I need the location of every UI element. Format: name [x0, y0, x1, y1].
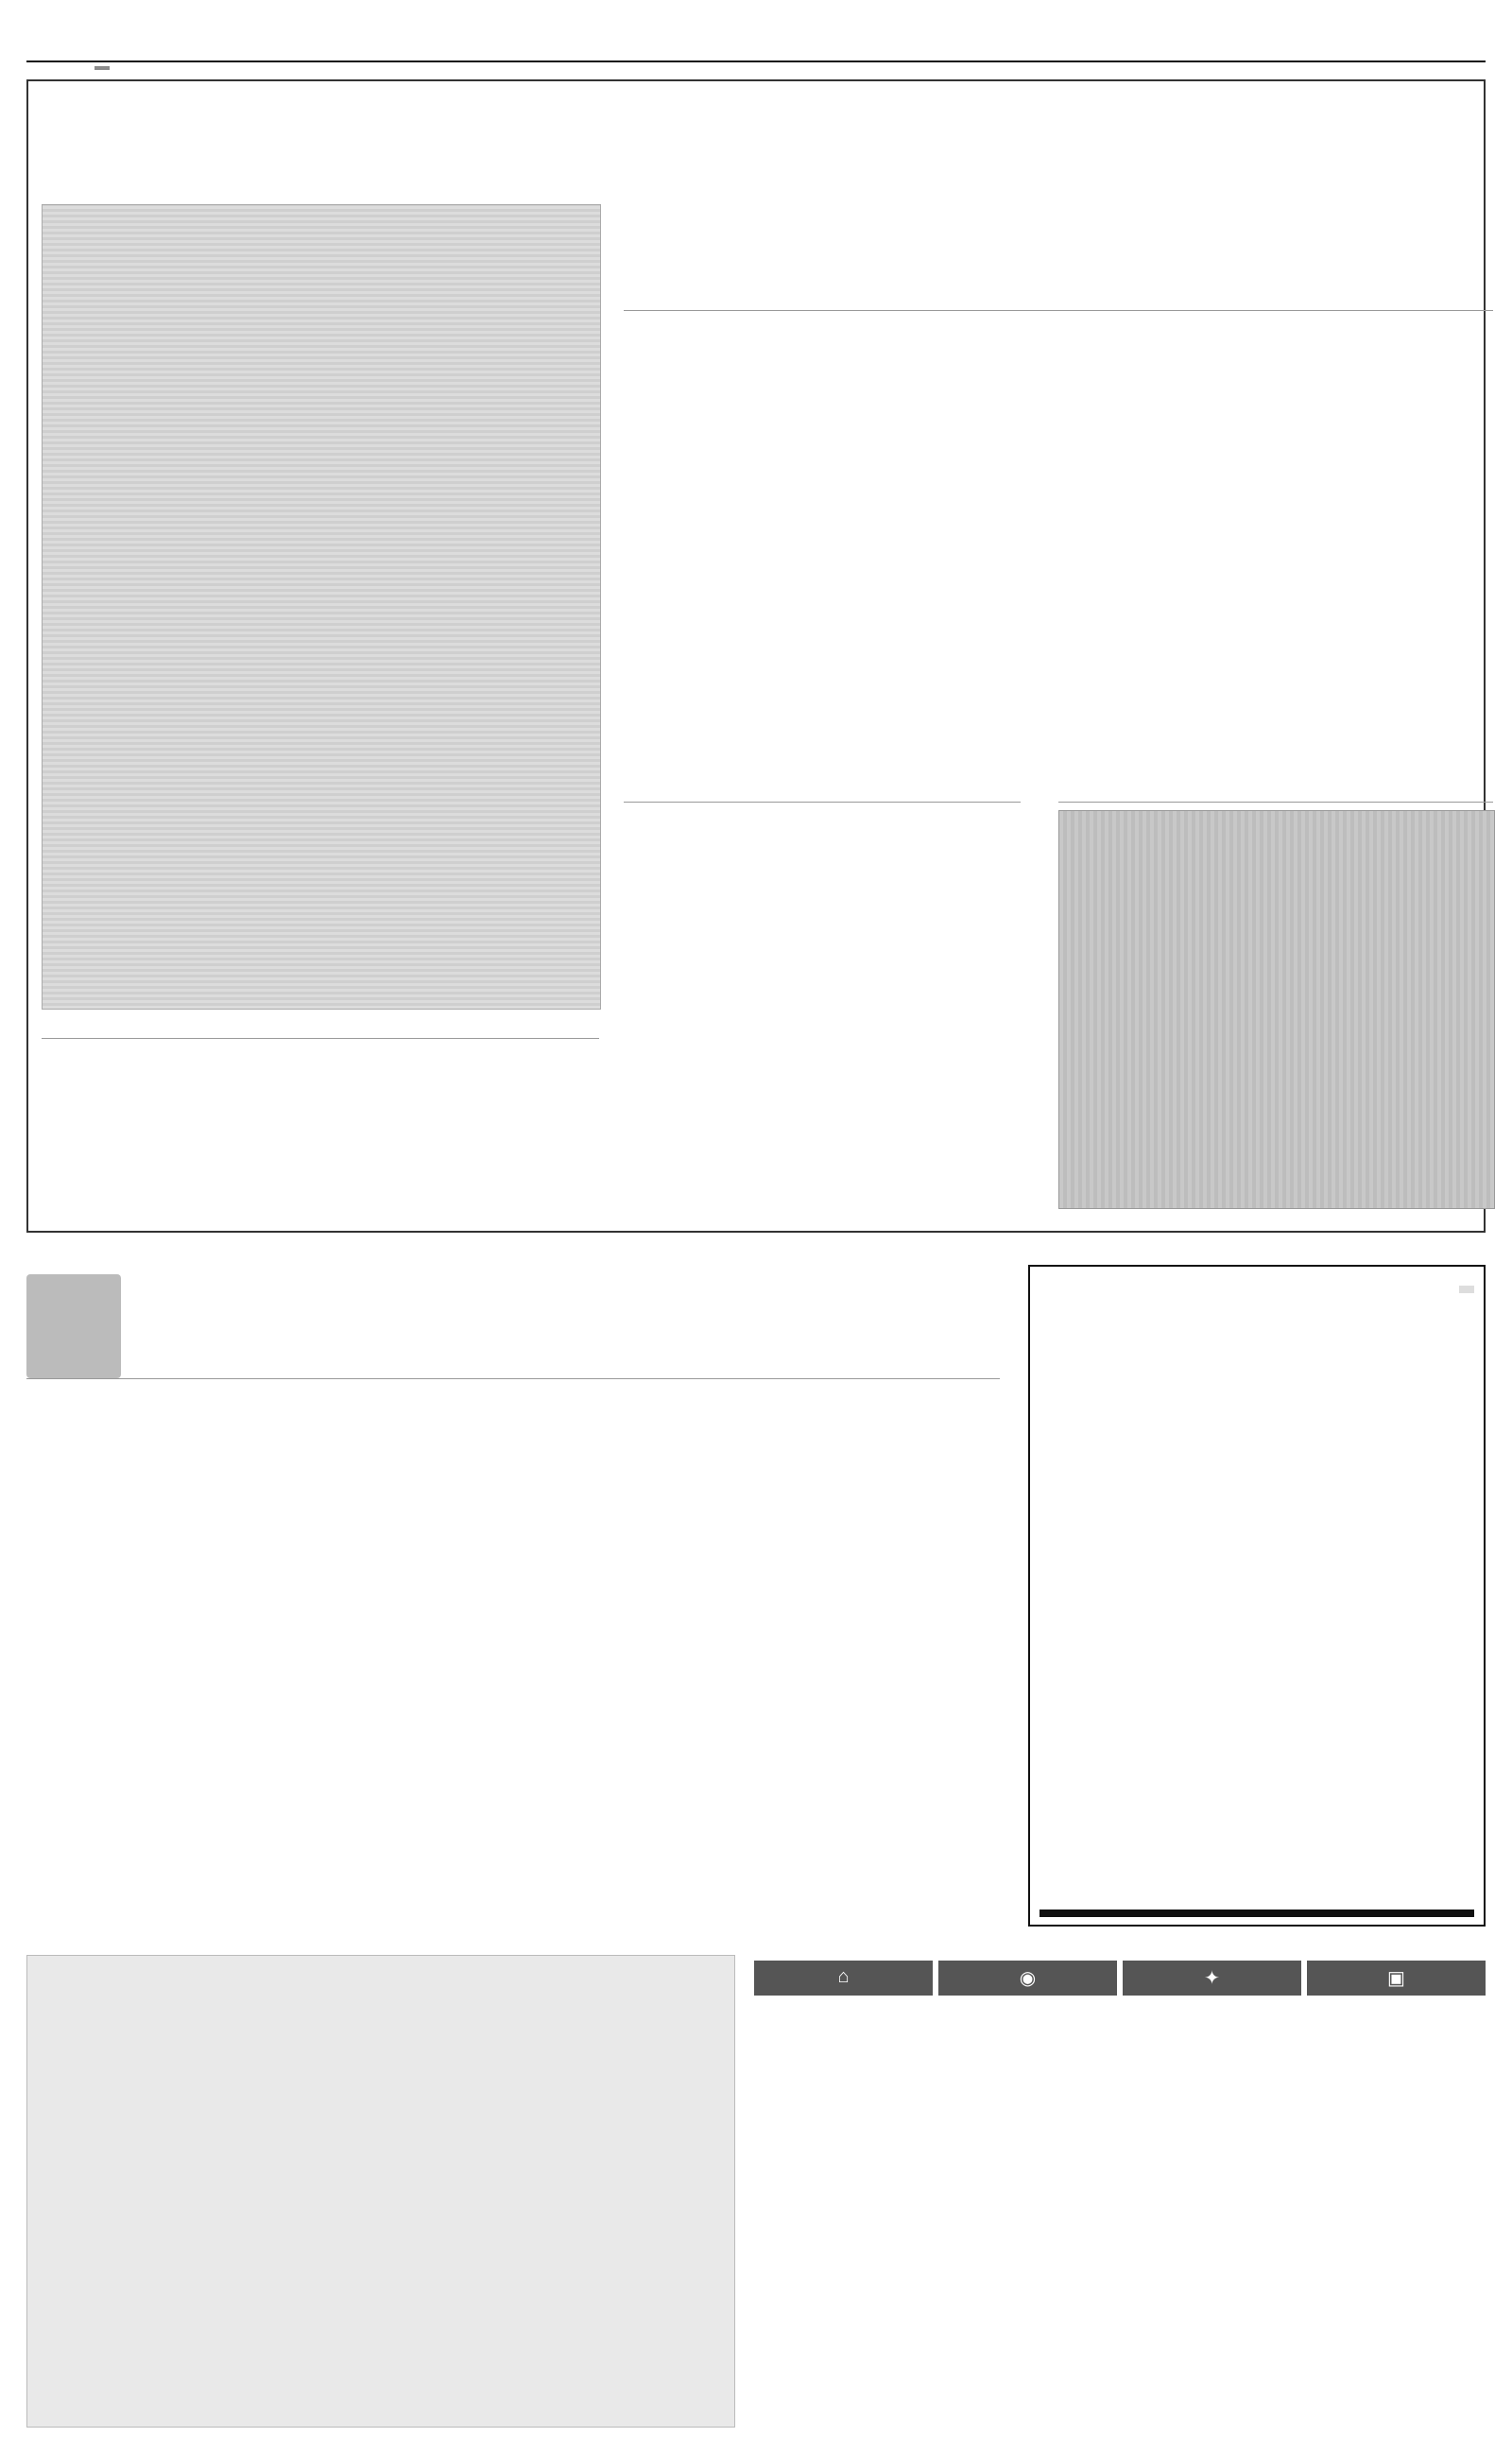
broker-ad [26, 1955, 735, 2428]
classifieds-tab-3 [1123, 1961, 1301, 1996]
classifieds-tabs [754, 1961, 1486, 1996]
anuncio-block [1058, 800, 1493, 1209]
vintage-ad-image [1058, 810, 1495, 1209]
house-icon: ⌂ [837, 1966, 850, 1987]
utility-notice [1028, 1265, 1486, 1927]
colunas-label [624, 800, 1021, 803]
author-photo [26, 1274, 121, 1378]
ads-and-classifieds [26, 1955, 1486, 2428]
opinion-and-notice [26, 1265, 1486, 1927]
anuncio-label [1058, 800, 1493, 803]
briefcase-icon: ▣ [1387, 1968, 1405, 1989]
classifieds-tab-2 [938, 1961, 1117, 1996]
classifieds-tab-1 [754, 1961, 933, 1996]
classifieds-tab-4 [1307, 1961, 1486, 1996]
handshake-icon: ✦ [1204, 1968, 1220, 1989]
retro-heading [85, 66, 119, 70]
manchete-block [624, 308, 1493, 319]
opinion-header [26, 1265, 1000, 1379]
classifieds-section [754, 1955, 1486, 2428]
car-icon: ◉ [1019, 1968, 1037, 1989]
colunas-block [624, 800, 1021, 810]
top-bar [26, 23, 1486, 62]
manchete-label [624, 308, 1493, 311]
retro-section [26, 79, 1486, 1233]
notice-title [1459, 1286, 1474, 1293]
opinion-column [26, 1265, 1000, 1927]
archive-page-scan [42, 204, 601, 1010]
sociais-block [42, 1036, 599, 1046]
sociais-label [42, 1036, 599, 1039]
retro-kicker-sub [94, 66, 110, 70]
notice-footer [1040, 1910, 1474, 1917]
